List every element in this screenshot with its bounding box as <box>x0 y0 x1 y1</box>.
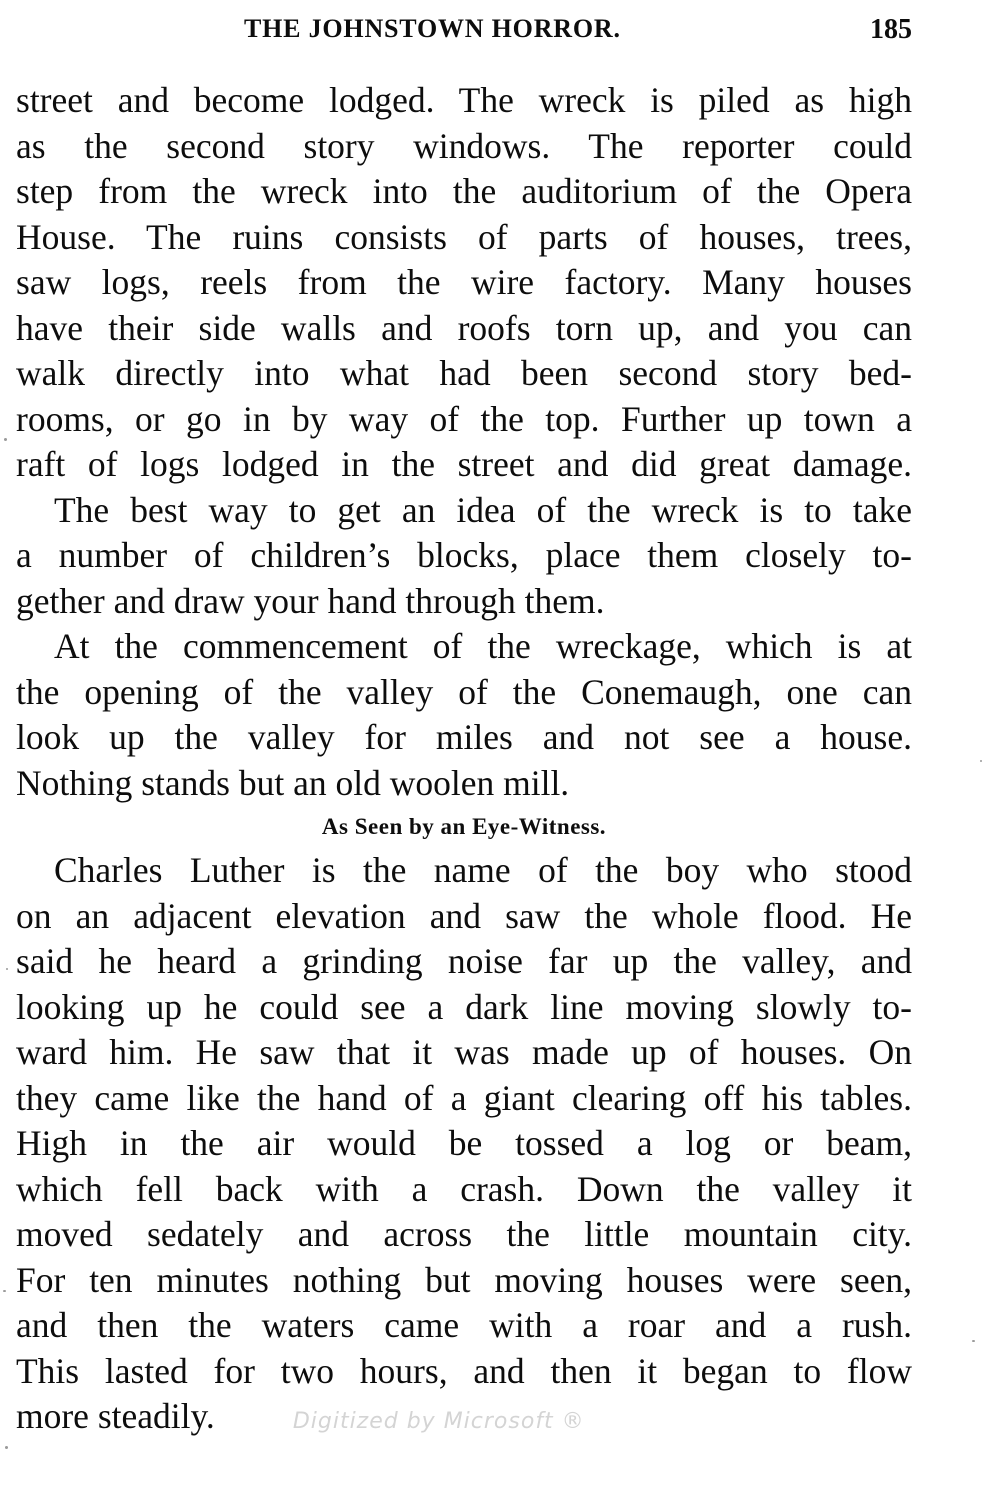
text-line: more steadily. <box>16 1396 215 1436</box>
text-line: have their side walls and roofs torn up, and you can <box>16 307 912 348</box>
text-line: At the commencement of the wreckage, which is at <box>54 626 912 666</box>
page-header <box>16 12 912 52</box>
text-line: House. The ruins consists of parts of houses, trees, <box>16 216 912 257</box>
text-line: Charles Luther is the name of the boy who stood <box>54 850 912 890</box>
text-line: High in the air would be tossed a log or beam, <box>16 1123 912 1163</box>
text-line: said he heard a grinding noise far up the valley, and <box>16 941 912 981</box>
text-line: the opening of the valley of the Conemaugh, one can <box>16 671 912 712</box>
text-line: look up the valley for miles and not see a house. <box>16 717 912 757</box>
text-line: rooms, or go in by way of the top. Further up town a <box>16 398 912 439</box>
scan-speck <box>6 968 8 970</box>
text-line: as the second story windows. The reporter could <box>16 125 912 166</box>
text-line: ward him. He saw that it was made up of houses. On <box>16 1032 912 1072</box>
watermark: Digitized by Microsoft ® <box>292 1409 585 1434</box>
page-number: 185 <box>870 14 912 45</box>
scan-speck <box>3 1290 6 1292</box>
text-line: street and become lodged. The wreck is piled as high <box>16 80 912 120</box>
scan-speck <box>5 1446 8 1449</box>
text-line: Nothing stands but an old woolen mill. <box>16 762 570 803</box>
text-line: walk directly into what had been second story bed- <box>16 353 912 393</box>
text-line: they came like the hand of a giant clearing off his tables. <box>16 1077 912 1118</box>
text-line: raft of logs lodged in the street and did great damage. <box>16 444 912 484</box>
body-text <box>16 78 912 1440</box>
paragraph-4 <box>16 848 912 1440</box>
paragraph-1 <box>16 78 912 488</box>
text-line-final <box>16 1394 912 1440</box>
scan-speck <box>980 760 982 762</box>
text-line: step from the wreck into the auditorium of the Opera <box>16 171 912 211</box>
text-line: looking up he could see a dark line moving slowly to- <box>16 986 912 1027</box>
running-title: THE JOHNSTOWN HORROR. <box>244 14 621 43</box>
text-line: The best way to get an idea of the wreck is to take <box>54 489 912 530</box>
text-line: gether and draw your hand through them. <box>16 580 605 621</box>
text-line: which fell back with a crash. Down the valley it <box>16 1168 912 1209</box>
text-line: a number of children’s blocks, place them closely to- <box>16 535 912 575</box>
paragraph-3 <box>16 624 912 806</box>
text-line: and then the waters came with a roar and a rush. <box>16 1305 912 1345</box>
text-line: on an adjacent elevation and saw the whole flood. He <box>16 895 912 936</box>
paragraph-2 <box>16 488 912 625</box>
text-line: For ten minutes nothing but moving houses were seen, <box>16 1259 912 1300</box>
scan-speck <box>4 438 7 441</box>
scan-speck <box>972 1340 975 1342</box>
section-subheading: As Seen by an Eye-Witness. <box>321 814 607 839</box>
text-line: This lasted for two hours, and then it began to flow <box>16 1350 912 1391</box>
text-line: saw logs, reels from the wire factory. Many houses <box>16 262 912 302</box>
text-line: moved sedately and across the little mountain city. <box>16 1214 912 1254</box>
